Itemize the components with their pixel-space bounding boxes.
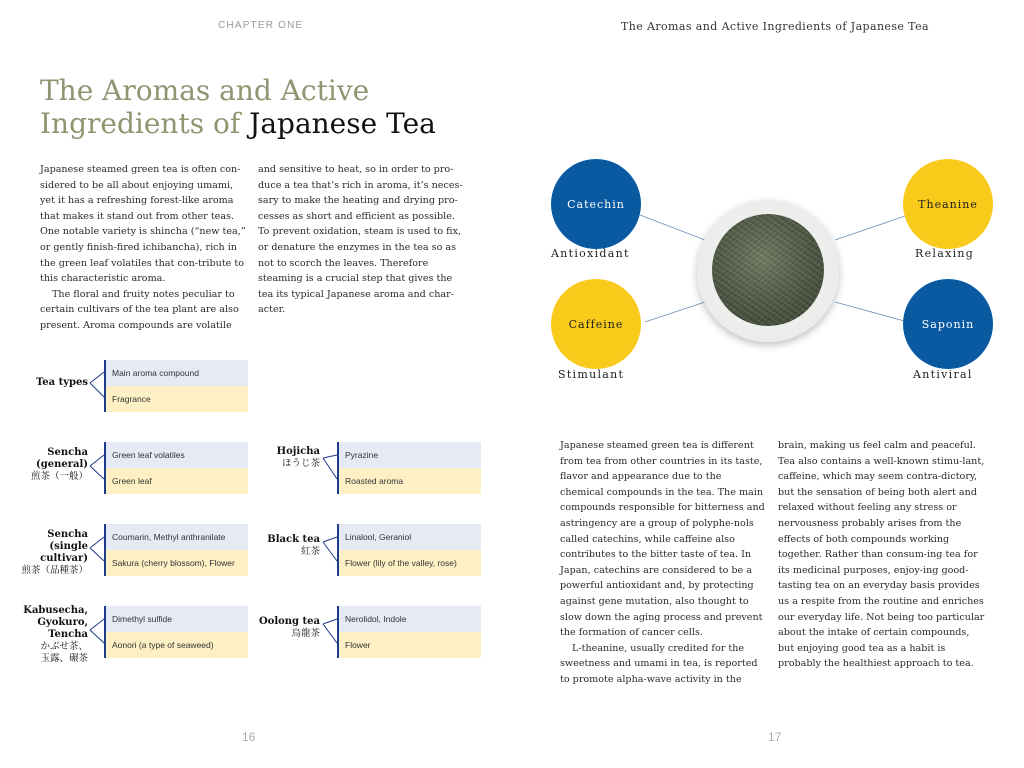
right-col1-paragraph-2: L-theanine, usually credited for the sweetness and umami in tea, is reported to promote alpha-wave activity in the [560, 642, 758, 685]
running-title: The Aromas and Active Ingredients of Japanese Tea [621, 20, 929, 33]
compound-cell: Pyrazine [337, 442, 481, 468]
fragrance-cell: Flower [337, 632, 481, 658]
tea-leaves-image [712, 214, 824, 326]
tea-name-line: cultivar) [40, 553, 88, 564]
theanine-label: Theanine [918, 197, 978, 211]
legend-label: Tea types [35, 377, 88, 388]
tea-name-japanese: 紅茶 [300, 546, 320, 557]
fragrance-cell: Aonori (a type of seaweed) [104, 632, 248, 658]
compound-cell: Dimethyl sulfide [104, 606, 248, 632]
fragrance-cell: Roasted aroma [337, 468, 481, 494]
fragrance-cell: Green leaf [104, 468, 248, 494]
fragrance-cell: Flower (lily of the valley, rose) [337, 550, 481, 576]
catechin-circle [551, 159, 641, 249]
saponin-effect: Antiviral [913, 368, 973, 381]
right-body-column-1 [560, 438, 766, 688]
title-line-1: The Aromas and Active [40, 74, 370, 107]
tea-name-line: (general) [36, 459, 88, 470]
tea-name-line: Hojicha [276, 446, 320, 457]
caffeine-circle [551, 279, 641, 369]
catechin-effect: Antioxidant [551, 247, 630, 260]
chapter-label: CHAPTER ONE [218, 20, 304, 31]
tea-name-line: Gyokuro, [37, 617, 88, 628]
catechin-label: Catechin [567, 197, 625, 211]
saponin-label: Saponin [921, 317, 975, 331]
compound-cell: Coumarin, Methyl anthranilate [104, 524, 248, 550]
tea-name-line: (single [49, 541, 88, 552]
legend-row-fragrance: Fragrance [104, 386, 248, 412]
title-line-2-light: Ingredients of [40, 107, 250, 140]
tea-name-line: Black tea [267, 534, 320, 545]
tea-name-japanese: かぶせ茶、 [40, 641, 88, 652]
right-body-column-2 [778, 438, 988, 672]
right-col2-paragraph-1: brain, making us feel calm and peaceful. Tea also contains a well-known stimu-lant, caffeine, which may seem contra-dictory, but the sensation of being both alert and relaxed without feeling any stress or nervousness probably arises from the effects of both compounds working together. Rather than consum-ing tea for its medicinal purposes, enjoy-ing good-tasting tea on an everyday basis provides us a respite from the routine and enriches our everyday life. Not being too particular about the intake of certain compounds, but enjoying good tea as a habit is probably the healthiest approach to tea. [778, 440, 985, 670]
compound-cell: Linalool, Geraniol [337, 524, 481, 550]
legend-row-compound: Main aroma compound [104, 360, 248, 386]
left-col1-paragraph-2: The floral and fruity notes peculiar to certain cultivars of the tea plant are also present. Aroma compounds are volatile [40, 288, 239, 331]
theanine-circle [903, 159, 993, 249]
compound-cell: Green leaf volatiles [104, 442, 248, 468]
fragrance-cell: Sakura (cherry blossom), Flower [104, 550, 248, 576]
tea-name-japanese: 煎茶（品種茶） [21, 565, 88, 576]
saponin-circle [903, 279, 993, 369]
tea-name-japanese: 煎茶（一般） [30, 471, 88, 482]
tea-name-line: Oolong tea [258, 616, 320, 627]
caffeine-effect: Stimulant [558, 368, 625, 381]
page-number-right: 17 [768, 730, 782, 744]
compound-cell: Nerolidol, Indole [337, 606, 481, 632]
right-col1-paragraph-1: Japanese steamed green tea is different from tea from other countries in its taste, flavor and appearance due to the chemical compounds in the tea. The main compounds responsible for bitterness and astringency are a group of polyphe-nols called catechins, while caffeine also contributes to the bitter taste of tea. In Japan, catechins are considered to be a powerful antioxidant and, by protecting against gene mutation, also thought to slow down the aging process and prevent the formation of cancer cells. [560, 440, 765, 639]
left-col2-paragraph-1: and sensitive to heat, so in order to pro-duce a tea that’s rich in aroma, it’s neces-sary to make the heating and drying pro-cesses as short and efficient as possible. To prevent oxidation, steam is used to fix, or denature the enzymes in the tea so as not to scorch the leaves. Therefore steaming is a crucial step that gives the tea its typical Japanese aroma and char-acter. [258, 164, 463, 316]
tea-name-line: Sencha [47, 447, 88, 458]
title-line-2-dark: Japanese Tea [249, 107, 436, 140]
tea-name-line: Tencha [48, 629, 88, 640]
left-col1-paragraph-1: Japanese steamed green tea is often con-sidered to be all about enjoying umami, yet it has a refreshing forest-like aroma that makes it stand out from other teas. One notable variety is shincha (“new tea,” or gently finish-fired ichibancha), rich in the green leaf volatiles that con-tribute to this characteristic aroma. [40, 164, 246, 285]
tea-name-line: Kabusecha, [23, 605, 88, 616]
caffeine-label: Caffeine [568, 317, 624, 331]
tea-name-line: Sencha [47, 529, 88, 540]
tea-name-japanese: 玉露、碾茶 [40, 653, 88, 664]
tea-name-japanese: ほうじ茶 [281, 458, 320, 469]
page-number-left: 16 [242, 730, 256, 744]
tea-name-japanese: 烏龍茶 [291, 628, 320, 639]
theanine-effect: Relaxing [915, 247, 975, 260]
